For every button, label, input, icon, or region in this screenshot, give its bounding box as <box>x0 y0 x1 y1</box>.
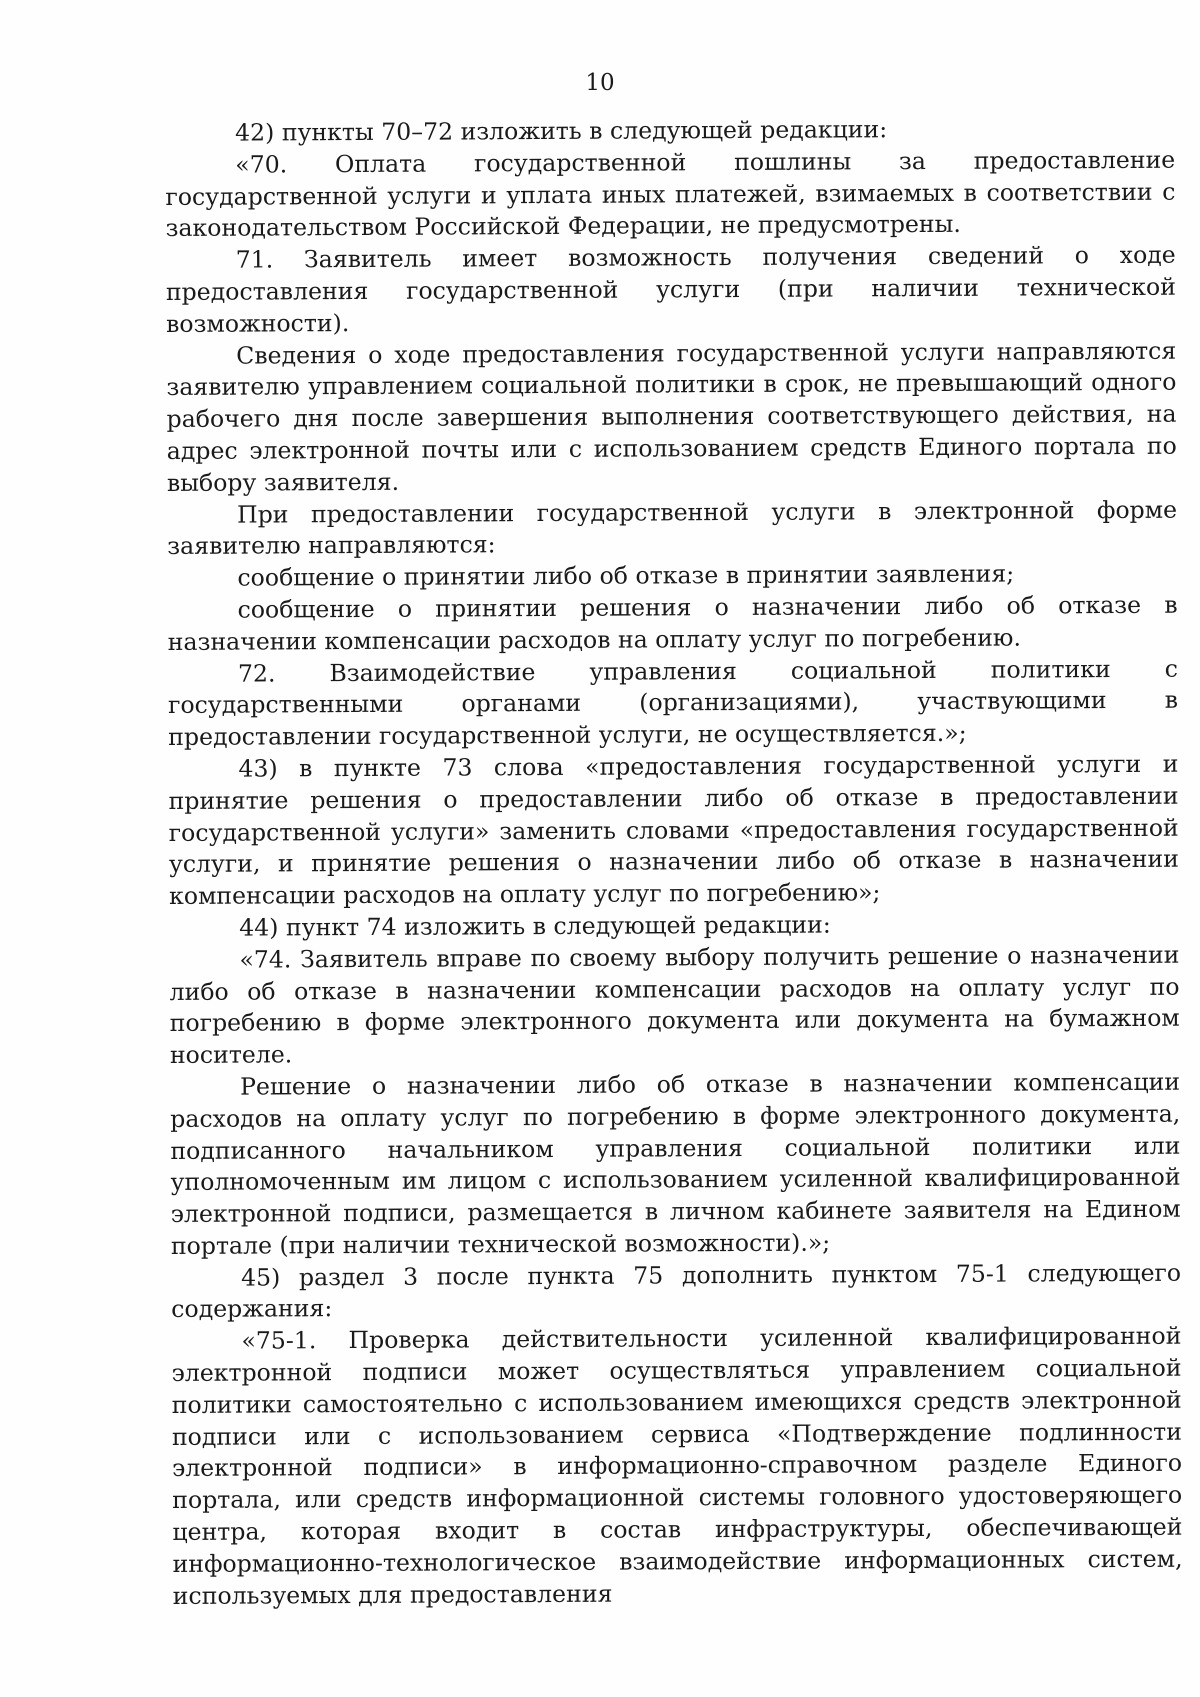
paragraph-point-72: 72. Взаимодействие управления социальной политики с государственными органами (организациями), участвующими в предоставлении государственной услуги, не осуществляется.»; <box>168 654 1179 752</box>
paragraph-item-42: 42) пункты 70–72 изложить в следующей редакции: <box>235 115 888 147</box>
paragraph-decision-electronic: Решение о назначении либо об отказе в назначении компенсации расходов на оплату услуг по погребению в форме электронного документа, подписанного начальником управления социальной политики или уполномоченным им лицом с использованием усиленной квалифицированной электронной подписи, размещается в личном кабинете заявителя на Едином портале (при наличии технической возможности).»; <box>170 1067 1181 1260</box>
paragraph-point-70: «70. Оплата государственной пошлины за предоставление государственной услуги и уплата иных платежей, взимаемых в соответствии с законодательством Российской Федерации, не предусмотрены. <box>165 145 1176 243</box>
document-body <box>165 113 1183 1613</box>
paragraph-point-71: 71. Заявитель имеет возможность получения сведений о ходе предоставления государственной услуги (при наличии технической возможности). <box>165 240 1176 338</box>
paragraph-item-43: 43) в пункте 73 слова «предоставления государственной услуги и принятие решения о предоставлении либо об отказе в предоставлении государственной услуги» заменить словами «предоставления государственной услуги, и принятие решения о назначении либо об отказе в назначении компенсации расходов на оплату услуг по погребению»; <box>168 749 1179 911</box>
paragraph-message-decision: сообщение о принятии решения о назначении либо об отказе в назначении компенсации расходов на оплату услуг по погребению. <box>167 590 1178 656</box>
paragraph-electronic-form: При предоставлении государственной услуги в электронной форме заявителю направляются: <box>167 495 1178 561</box>
paragraph-point-74: «74. Заявитель вправе по своему выбору получить решение о назначении либо об отказе в назначении компенсации расходов на оплату услуг по погребению в форме электронного документа или документа на бумажном носителе. <box>169 940 1180 1070</box>
paragraph-item-44: 44) пункт 74 изложить в следующей редакции: <box>239 910 831 942</box>
paragraph-point-75-1: «75-1. Проверка действительности усиленной квалифицированной электронной подписи может осуществляться управлением социальной политики самостоятельно с использованием имеющихся средств электронной подписи или с использованием сервиса «Подтверждение подлинности электронной подписи» в информационно-справочном разделе Единого портала, или средств информационной системы головного удостоверяющего центра, которая входит в состав инфраструктуры, обеспечивающей информационно-технологическое взаимодействие информационных систем, используемых для предоставления <box>171 1321 1183 1610</box>
page-number: 10 <box>585 70 615 96</box>
paragraph-item-45: 45) раздел 3 после пункта 75 дополнить пунктом 75-1 следующего содержания: <box>171 1258 1182 1324</box>
paragraph-info-progress: Сведения о ходе предоставления государственной услуги направляются заявителю управлением социальной политики в срок, не превышающий одного рабочего дня после завершения выполнения соответствующего действия, на адрес электронной почты или с использованием средств Единого портала по выбору заявителя. <box>166 336 1177 497</box>
paragraph-message-acceptance: сообщение о принятии либо об отказе в принятии заявления; <box>237 559 1015 592</box>
